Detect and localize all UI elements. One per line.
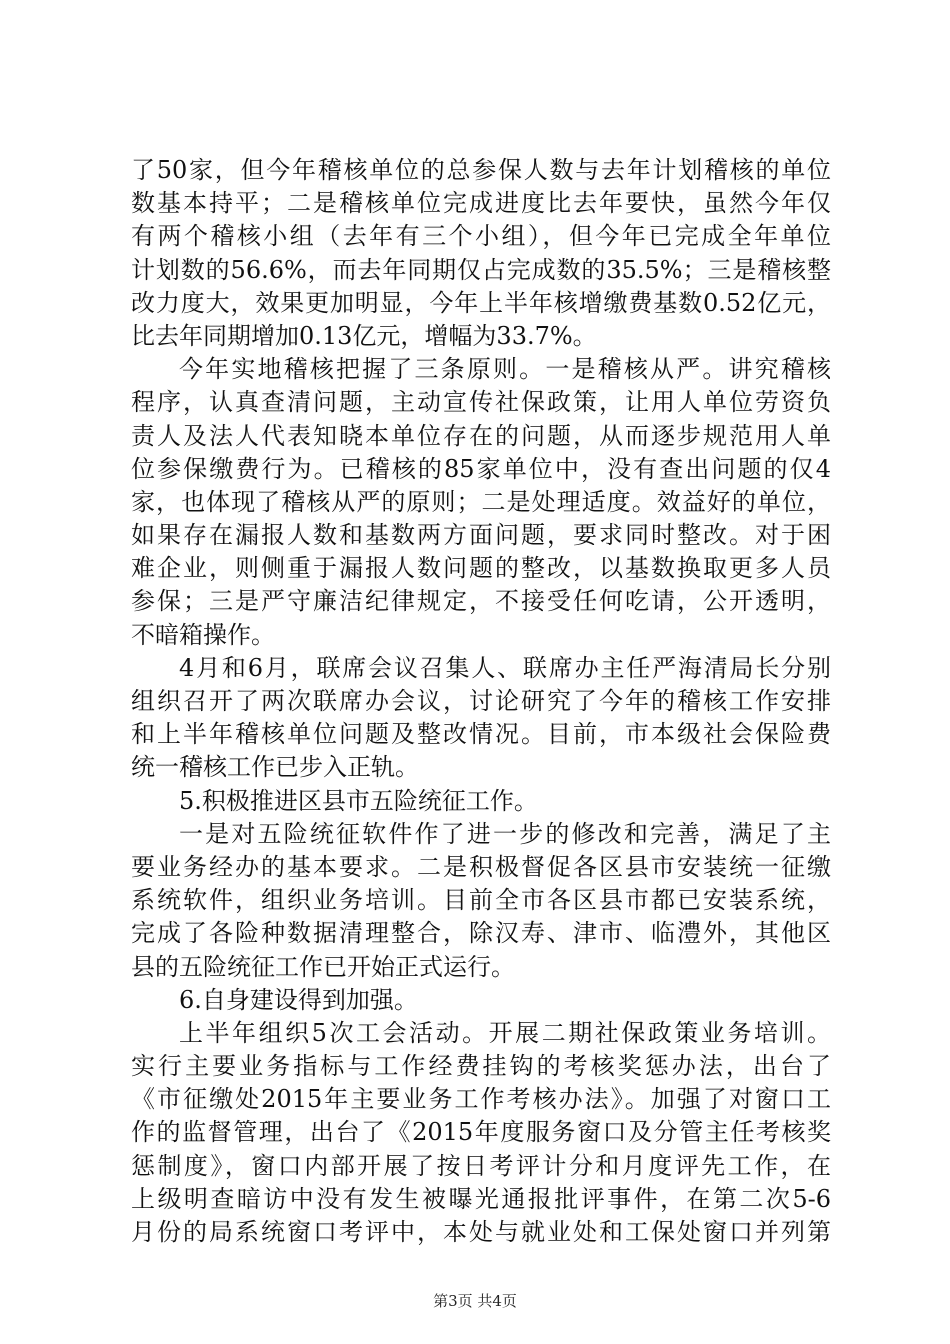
text-line: 有两个稽核小组（去年有三个小组），但今年已完成全年单位 [131, 222, 831, 251]
text-line: 5.积极推进区县市五险统征工作。 [179, 786, 538, 815]
text-line: 比去年同期增加0.13亿元，增幅为33.7%。 [131, 321, 597, 350]
text-line: 位参保缴费行为。已稽核的85家单位中，没有查出问题的仅4 [131, 454, 831, 483]
text-line: 和上半年稽核单位问题及整改情况。目前，市本级社会保险费 [131, 720, 831, 749]
text-line: 程序，认真查清问题，主动宣传社保政策，让用人单位劳资负 [131, 388, 831, 417]
text-line: 一是对五险统征软件作了进一步的修改和完善，满足了主 [179, 819, 831, 848]
text-line: 上级明查暗访中没有发生被曝光通报批评事件，在第二次5-6 [131, 1184, 831, 1213]
text-line: 数基本持平；二是稽核单位完成进度比去年要快，虽然今年仅 [131, 189, 831, 218]
text-line: 今年实地稽核把握了三条原则。一是稽核从严。讲究稽核 [179, 355, 831, 384]
text-line: 系统软件，组织业务培训。目前全市各区县市都已安装系统， [131, 886, 831, 915]
text-line: 不暗箱操作。 [131, 620, 275, 649]
text-line: 惩制度》，窗口内部开展了按日考评计分和月度评先工作，在 [131, 1151, 831, 1180]
page-number-footer: 第3页 共4页 [433, 1292, 517, 1310]
text-line: 组织召开了两次联席办会议，讨论研究了今年的稽核工作安排 [131, 687, 831, 715]
text-line: 作的监督管理，出台了《2015年度服务窗口及分管主任考核奖 [131, 1118, 831, 1147]
text-line: 县的五险统征工作已开始正式运行。 [131, 952, 515, 981]
text-line: 完成了各险种数据清理整合，除汉寿、津市、临澧外，其他区 [131, 919, 831, 948]
text-line: 了50家，但今年稽核单位的总参保人数与去年计划稽核的单位 [131, 156, 831, 184]
text-line: 实行主要业务指标与工作经费挂钩的考核奖惩办法，出台了 [131, 1052, 831, 1081]
text-line: 《市征缴处2015年主要业务工作考核办法》。加强了对窗口工 [131, 1085, 831, 1114]
text-line: 难企业，则侧重于漏报人数问题的整改，以基数换取更多人员 [131, 554, 831, 583]
text-line: 参保；三是严守廉洁纪律规定，不接受任何吃请，公开透明， [131, 587, 831, 616]
text-line: 统一稽核工作已步入正轨。 [131, 753, 419, 782]
text-line: 月份的局系统窗口考评中，本处与就业处和工保处窗口并列第 [131, 1218, 831, 1246]
text-line: 要业务经办的基本要求。二是积极督促各区县市安装统一征缴 [131, 852, 831, 881]
text-line: 如果存在漏报人数和基数两方面问题，要求同时整改。对于困 [131, 521, 831, 550]
text-line: 计划数的56.6%，而去年同期仅占完成数的35.5%；三是稽核整 [131, 255, 831, 284]
text-line: 6.自身建设得到加强。 [179, 985, 418, 1014]
text-line: 家，也体现了稽核从严的原则；二是处理适度。效益好的单位， [131, 487, 831, 516]
text-line: 上半年组织5次工会活动。开展二期社保政策业务培训。 [179, 1018, 831, 1047]
document-body [131, 154, 831, 1249]
text-line: 4月和6月，联席会议召集人、联席办主任严海清局长分别 [179, 653, 831, 682]
text-line: 责人及法人代表知晓本单位存在的问题，从而逐步规范用人单 [131, 421, 831, 450]
text-line: 改力度大，效果更加明显，今年上半年核增缴费基数0.52亿元， [131, 288, 831, 317]
